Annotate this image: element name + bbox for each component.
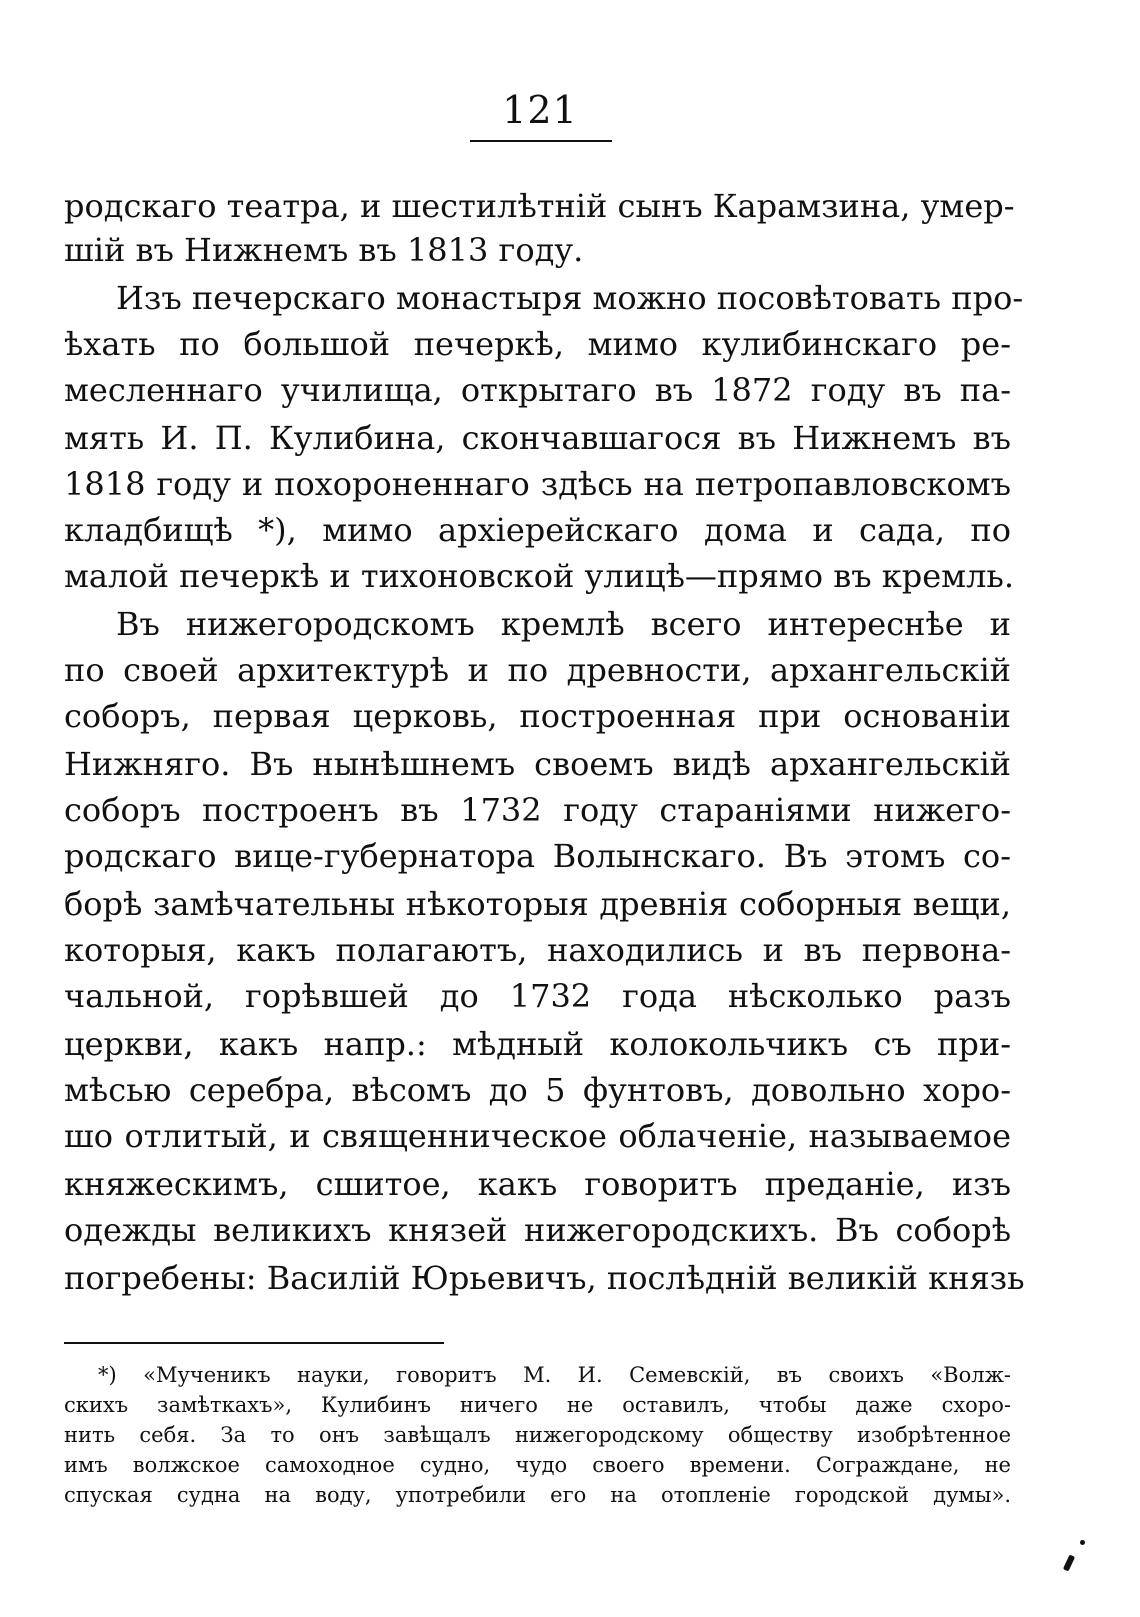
text-line: мять И. П. Кулибина, скончавшагося въ Нижнемъ въ <box>64 419 1011 457</box>
text-line: родскаго вице-губернатора Волынскаго. Въ этомъ со- <box>64 837 1011 875</box>
text-line: кладбищѣ *), мимо архіерейскаго дома и сада, по <box>64 511 1011 549</box>
ink-speck <box>1080 1540 1085 1545</box>
page-number-rule <box>470 140 612 142</box>
text-line: Изъ печерскаго монастыря можно посовѣтовать про- <box>116 279 1024 317</box>
footnote-line: скихъ замѣткахъ», Кулибинъ ничего не оставилъ, чтобы даже схоро- <box>64 1393 1011 1417</box>
text-line: ѣхать по большой печеркѣ, мимо кулибинскаго ре- <box>64 325 1011 363</box>
text-line: погребены: Василій Юрьевичъ, послѣдній великій князь <box>64 1259 1025 1297</box>
footnote-line: спуская судна на воду, употребили его на отопленіе городской думы». <box>64 1483 1011 1507</box>
text-line: чальной, горѣвшей до 1732 года нѣсколько разъ <box>64 977 1011 1015</box>
text-line: шо отлитый, и священническое облаченіе, называемое <box>64 1117 1011 1155</box>
text-line: шій въ Нижнемъ въ 1813 году. <box>64 231 584 269</box>
text-line: по своей архитектурѣ и по древности, архангельскій <box>64 651 1011 689</box>
text-line: соборъ построенъ въ 1732 году стараніями нижего- <box>64 791 1011 829</box>
text-line: борѣ замѣчательны нѣкоторыя древнія соборныя вещи, <box>64 885 1011 923</box>
text-line: месленнаго училища, открытаго въ 1872 году въ па- <box>64 371 1011 409</box>
page-number: 121 <box>502 88 578 132</box>
text-line: княжескимъ, сшитое, какъ говоритъ преданіе, изъ <box>64 1165 1011 1203</box>
text-line: соборъ, первая церковь, построенная при основаніи <box>64 697 1011 735</box>
ink-speck <box>1063 1554 1075 1571</box>
text-line: которыя, какъ полагаютъ, находились и въ первона- <box>64 931 1011 969</box>
text-line: мѣсью серебра, вѣсомъ до 5 фунтовъ, довольно хоро- <box>64 1071 1011 1109</box>
text-line: Нижняго. Въ нынѣшнемъ своемъ видѣ архангельскій <box>64 745 1011 783</box>
footnote-line: *) «Мученикъ науки, говоритъ М. И. Семевскій, въ своихъ «Волж- <box>98 1363 1011 1387</box>
footnote-rule <box>64 1342 444 1344</box>
footnote-line: нить себя. За то онъ завѣщалъ нижегородскому обществу изобрѣтенное <box>64 1423 1011 1447</box>
text-line: Въ нижегородскомъ кремлѣ всего интереснѣе и <box>116 605 1011 643</box>
text-line: родскаго театра, и шестилѣтній сынъ Карамзина, умер- <box>64 187 1015 225</box>
text-line: одежды великихъ князей нижегородскихъ. Въ соборѣ <box>64 1211 1011 1249</box>
footnote-line: имъ волжское самоходное судно, чудо своего времени. Сограждане, не <box>64 1453 1011 1477</box>
text-line: 1818 году и похороненнаго здѣсь на петропавловскомъ <box>64 465 1011 503</box>
text-line: малой печеркѣ и тихоновской улицѣ—прямо въ кремль. <box>64 557 1014 595</box>
text-line: церкви, какъ напр.: мѣдный колокольчикъ съ при- <box>64 1025 1011 1063</box>
